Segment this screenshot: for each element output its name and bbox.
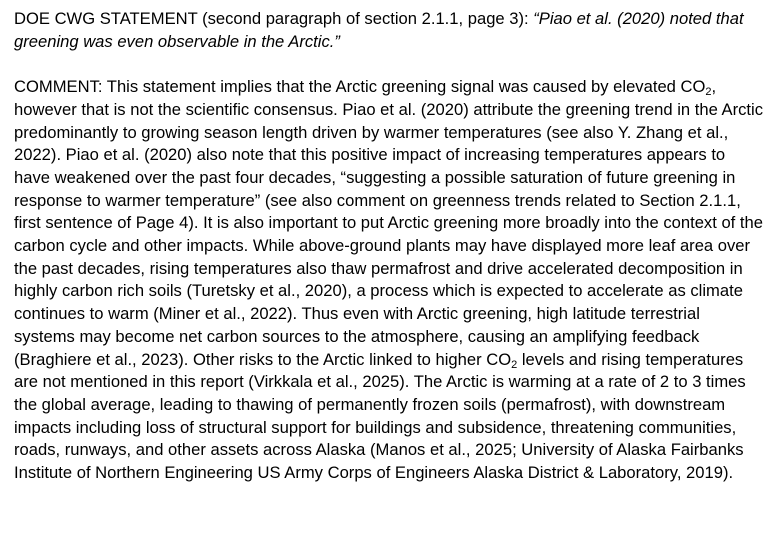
comment-paragraph	[14, 76, 765, 485]
co2-subscript-2: 2	[511, 358, 518, 371]
co2-subscript-1: 2	[705, 86, 712, 99]
comment-text-part-3: levels and rising temperatures are not mentioned in this report (Virkkala et al., 2025). The Arctic is warming at a rate of 2 to 3 times the global average, leading to thawing of permanently frozen soils (permafrost), with downstream impacts including loss of structural support for buildings and subsidence, threatening communities, roads, runways, and other assets across Alaska (Manos et al., 2025; University of Alaska Fairbanks Institute of Northern Engineering US Army Corps of Engineers Alaska District & Laboratory, 2019).	[14, 349, 746, 483]
statement-quote: “Piao et al. (2020) noted that greening was even observable in the Arctic.”	[14, 9, 744, 51]
statement-label: DOE CWG STATEMENT (second paragraph of section 2.1.1, page 3):	[14, 9, 534, 28]
comment-text-part-2: , however that is not the scientific consensus. Piao et al. (2020) attribute the greening trend in the Arctic predominantly to growing season length driven by warmer temperatures (see also Y. Zhang et al., 2022). Piao et al. (2020) also note that this positive impact of increasing temperatures appears to have weakened over the past four decades, “suggesting a possible saturation of future greening in response to warmer temperature” (see also comment on greenness trends related to Section 2.1.1, first sentence of Page 4). It is also important to put Arctic greening more broadly into the context of the carbon cycle and other impacts. While above-ground plants may have displayed more leaf area over the past decades, rising temperatures also thaw permafrost and drive accelerated decomposition in highly carbon rich soils (Turetsky et al., 2020), a process which is expected to accelerate as climate continues to warm (Miner et al., 2022). Thus even with Arctic greening, high latitude terrestrial systems may become net carbon sources to the atmosphere, causing an amplifying feedback (Braghiere et al., 2023). Other risks to the Arctic linked to higher CO	[14, 77, 763, 369]
doe-statement	[14, 8, 765, 53]
comment-text-part-1: COMMENT: This statement implies that the Arctic greening signal was caused by elevated CO	[14, 77, 706, 97]
